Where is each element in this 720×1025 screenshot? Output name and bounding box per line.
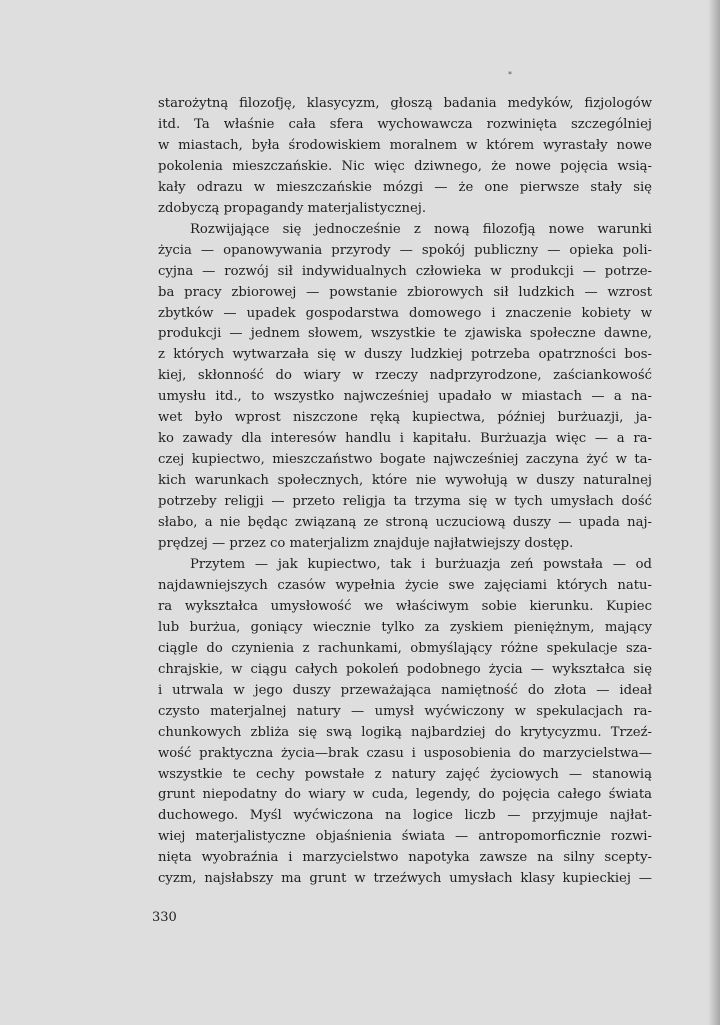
text-line: ba pracy zbiorowej — powstanie zbiorowych sił ludzkich — wzrost	[158, 284, 652, 300]
text-line: chrajskie, w ciągu całych pokoleń podobnego życia — wykształca się	[158, 661, 652, 677]
text-line: słabo, a nie będąc związaną ze stroną uczuciową duszy — upada naj-	[158, 515, 652, 531]
text-line: wszystkie te cechy powstałe z natury zajęć życiowych — stanowią	[158, 766, 652, 782]
text-line: zdobyczą propagandy materjalistycznej.	[158, 200, 427, 216]
text-line: nięta wyobraźnia i marzycielstwo napotyka zawsze na silny scepty-	[158, 850, 652, 866]
text-line: umysłu itd., to wszystko najwcześniej upadało w miastach — a na-	[158, 389, 652, 405]
text-line: cyzm, najsłabszy ma grunt w trzeźwych umysłach klasy kupieckiej —	[158, 871, 652, 887]
text-line: kich warunkach społecznych, które nie wywołują w duszy naturalnej	[158, 473, 652, 489]
text-line: duchowego. Myśl wyćwiczona na logice liczb — przyjmuje najłat-	[158, 808, 652, 824]
text-line: produkcji — jednem słowem, wszystkie te zjawiska społeczne dawne,	[158, 326, 652, 342]
text-line: w miastach, była środowiskiem moralnem w którem wyrastały nowe	[158, 137, 652, 153]
text-line: z których wytwarzała się w duszy ludzkiej potrzeba opatrzności bos-	[158, 347, 652, 363]
text-line: grunt niepodatny do wiary w cuda, legendy, do pojęcia całego świata	[158, 787, 652, 803]
text-line: chunkowych zbliża się swą logiką najbardziej do krytycyzmu. Trzeź-	[158, 724, 652, 740]
text-line: prędzej — przez co materjalizm znajduje najłatwiejszy dostęp.	[158, 536, 574, 552]
text-line: kiej, skłonność do wiary w rzeczy nadprzyrodzone, zaściankowość	[158, 368, 652, 384]
text-line: czej kupiectwo, mieszczaństwo bogate najwcześniej zaczyna żyć w ta-	[158, 452, 652, 468]
text-line: czysto materjalnej natury — umysł wyćwiczony w spekulacjach ra-	[158, 703, 652, 719]
text-line: Przytem — jak kupiectwo, tak i burżuazja zeń powstała — od	[190, 556, 652, 572]
text-line: najdawniejszych czasów wypełnia życie swe zajęciami których natu-	[158, 577, 652, 593]
text-line: Rozwijające się jednocześnie z nową filozofją nowe warunki	[190, 221, 652, 237]
text-line: ra wykształca umysłowość we właściwym sobie kierunku. Kupiec	[158, 598, 652, 614]
printer-mark: *	[508, 70, 512, 79]
text-line: itd. Ta właśnie cała sfera wychowawcza rozwinięta szczególniej	[158, 116, 652, 132]
body-text	[158, 94, 652, 890]
text-line: wość praktyczna życia—brak czasu i usposobienia do marzycielstwa—	[158, 745, 652, 761]
text-line: ko zawady dla interesów handlu i kapitału. Burżuazja więc — a ra-	[158, 431, 652, 447]
text-line: życia — opanowywania przyrody — spokój publiczny — opieka poli-	[158, 242, 652, 258]
text-line: starożytną filozofję, klasycyzm, głoszą badania medyków, fizjologów	[158, 96, 652, 111]
text-line: cyjna — rozwój sił indywidualnych człowieka w produkcji — potrze-	[158, 263, 652, 279]
text-line: ciągle do czynienia z rachunkami, obmyślający różne spekulacje sza-	[158, 640, 652, 656]
text-line: i utrwala w jego duszy przeważająca namiętność do złota — ideał	[158, 682, 652, 698]
text-line: potrzeby religji — przeto religja ta trzyma się w tych umysłach dość	[158, 494, 652, 510]
text-line: lub burżua, goniący wiecznie tylko za zyskiem pieniężnym, mający	[158, 619, 652, 635]
text-line: pokolenia mieszczańskie. Nic więc dziwnego, że nowe pojęcia wsią-	[158, 158, 652, 174]
text-line: kały odrazu w mieszczańskie mózgi — że one pierwsze stały się	[158, 179, 652, 195]
text-line: wiej materjalistyczne objaśnienia świata — antropomorficznie rozwi-	[158, 829, 652, 845]
text-line: wet było wprost niszczone ręką kupiectwa, później burżuazji, ja-	[158, 410, 652, 426]
text-line: zbytków — upadek gospodarstwa domowego i znaczenie kobiety w	[158, 305, 652, 321]
page-number: 330	[152, 910, 177, 925]
